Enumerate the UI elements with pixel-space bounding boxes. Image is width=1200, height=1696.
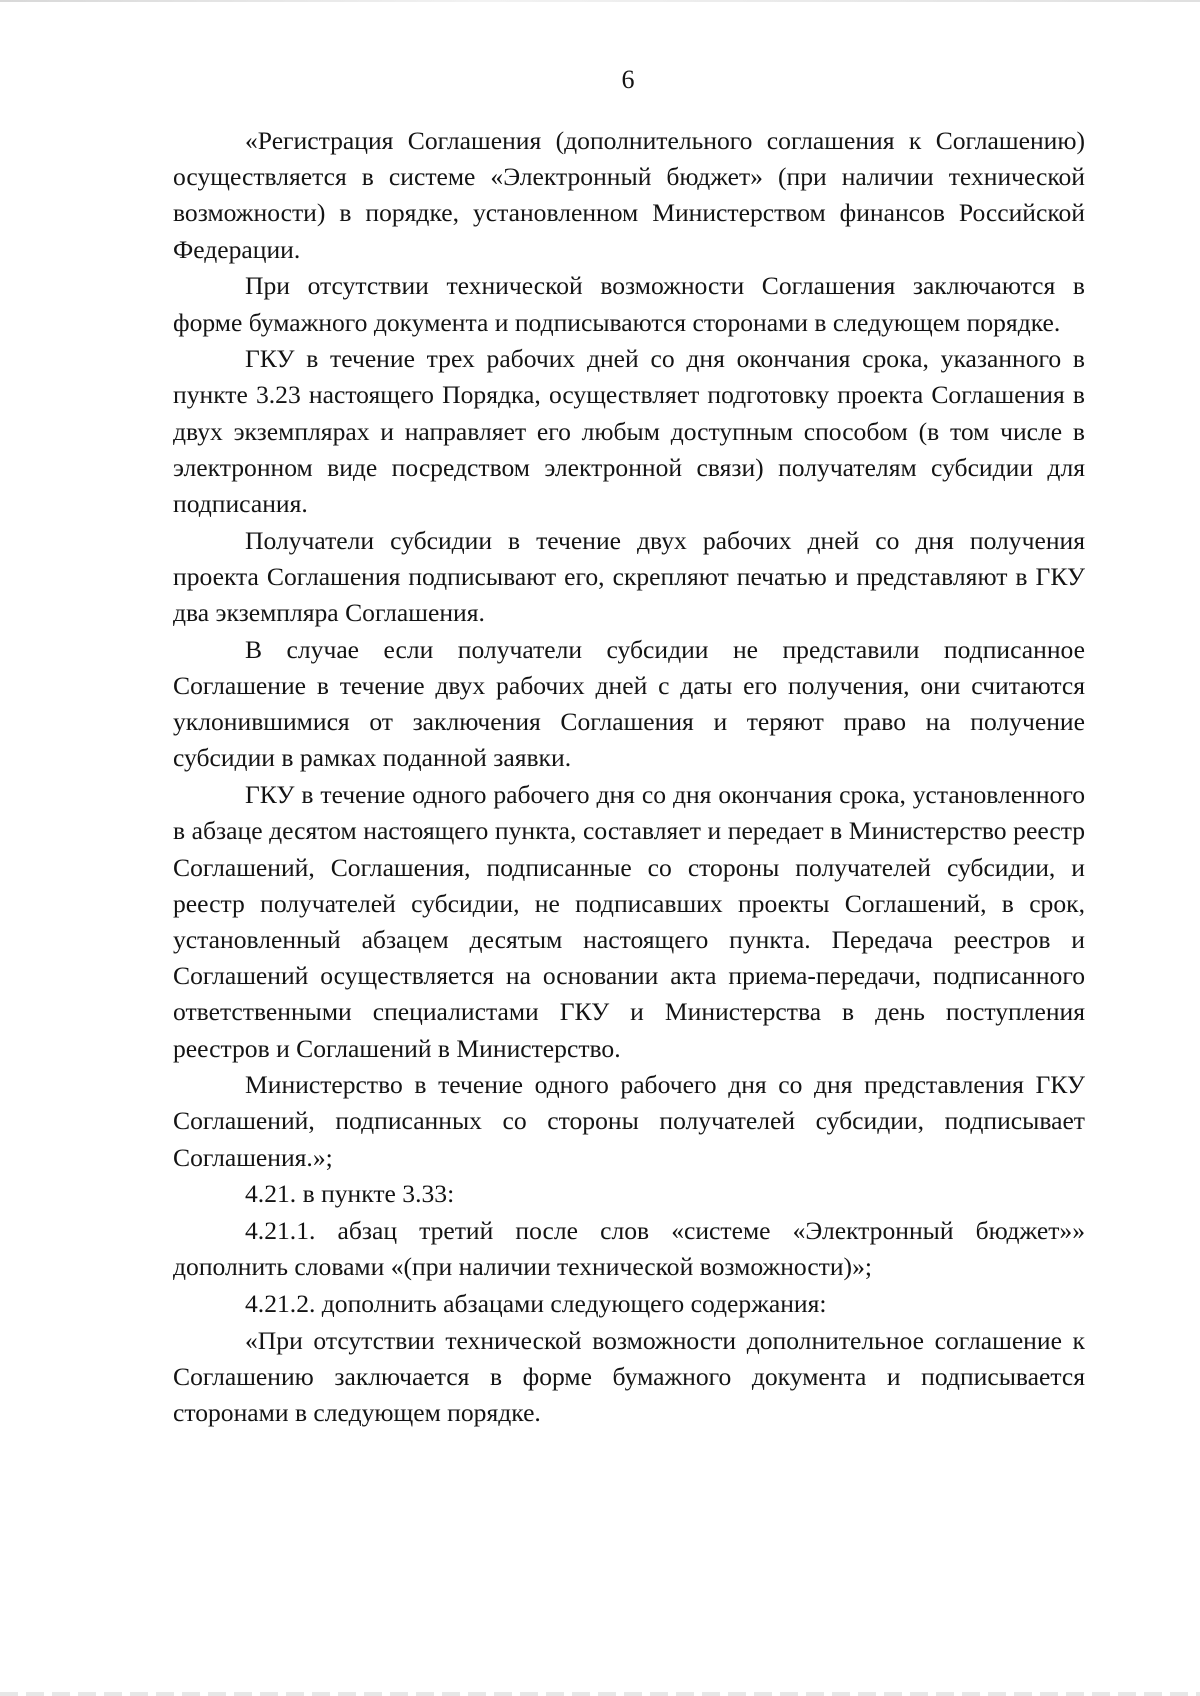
page-number: 6 [621,65,635,94]
paragraph-registration: «Регистрация Соглашения (дополнительного соглашения к Соглашению) осуществляется в системе «Электронный бюджет» (при наличии технической возможности) в порядке, установленном Министерством финансов Российской Федерации. [173,126,1085,264]
paragraph-item-4-21: 4.21. в пункте 3.33: [245,1179,455,1209]
paragraph-ministry-signing: Министерство в течение одного рабочего дня со дня представления ГКУ Соглашений, подписанных со стороны получателей субсидии, подписывает Соглашения.»; [173,1070,1085,1172]
paragraph-gku-preparation: ГКУ в течение трех рабочих дней со дня окончания срока, указанного в пункте 3.23 настоящего Порядка, осуществляет подготовку проекта Соглашения в двух экземплярах и направляет его любым доступным способом (в том числе в электронном виде посредством электронной связи) получателям субсидии для подписания. [173,344,1085,519]
scan-edge-bottom [0,1692,1200,1696]
paragraph-additional-agreement: «При отсутствии технической возможности дополнительное соглашение к Соглашению заключается в форме бумажного документа и подписывается сторонами в следующем порядке. [173,1325,1085,1428]
paragraph-recipients-signing: Получатели субсидии в течение двух рабочих дней со дня получения проекта Соглашения подписывают его, скрепляют печатью и представляют в ГКУ два экземпляра Соглашения. [173,525,1085,628]
paragraph-gku-transfer: ГКУ в течение одного рабочего дня со дня окончания срока, установленного в абзаце десятом настоящего пункта, составляет и передает в Министерство реестр Соглашений, Соглашения, подписанные со стороны получателей субсидии, и реестр получателей субсидии, не подписавших проекты Соглашений, в срок, установленный абзацем десятым настоящего пункта. Передача реестров и Соглашений осуществляется на основании акта приема-передачи, подписанного ответственными специалистами ГКУ и Министерства в день поступления реестров и Соглашений в Министерство. [173,780,1085,1063]
scan-edge-top [0,0,1200,2]
paragraph-no-technical-possibility: При отсутствии технической возможности Соглашения заключаются в форме бумажного документа и подписываются сторонами в следующем порядке. [173,271,1085,337]
document-body [173,123,1085,1431]
paragraph-item-4-21-2: 4.21.2. дополнить абзацами следующего содержания: [245,1289,827,1318]
paragraph-evasion: В случае если получатели субсидии не представили подписанное Соглашение в течение двух рабочих дней с даты его получения, они считаются уклонившимися от заключения Соглашения и теряют право на получение субсидии в рамках поданной заявки. [173,634,1085,773]
paragraph-item-4-21-1: 4.21.1. абзац третий после слов «системе «Электронный бюджет»» дополнить словами «(при наличии технической возможности)»; [173,1216,1085,1282]
